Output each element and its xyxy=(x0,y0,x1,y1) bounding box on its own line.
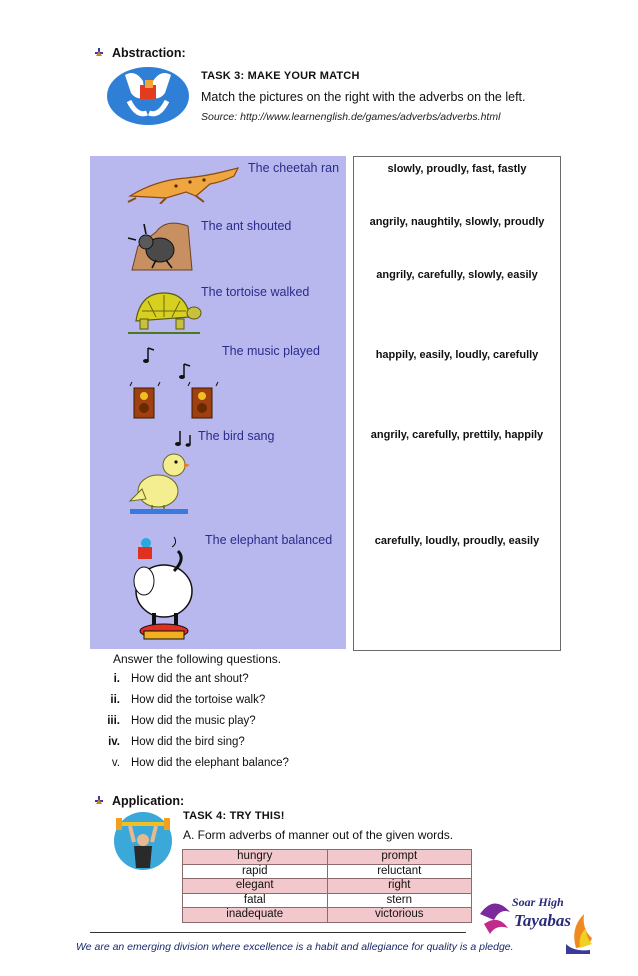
ant-icon xyxy=(126,216,198,274)
bullet-icon xyxy=(93,795,105,807)
footer-motto: We are an emerging division where excellence is a habit and allegiance for quality is a pledge. xyxy=(76,941,514,953)
table-cell: hungry xyxy=(183,850,328,865)
picture-label-music: The music played xyxy=(222,344,320,358)
questions-intro: Answer the following questions. xyxy=(113,652,282,666)
task3-instruction: Match the pictures on the right with the adverbs on the left. xyxy=(201,90,526,104)
bullet-icon xyxy=(93,47,105,59)
adverb-set-1: slowly, proudly, fast, fastly xyxy=(387,163,527,175)
speakers-icon xyxy=(128,346,224,422)
adverb-set-6: carefully, loudly, proudly, easily xyxy=(374,535,540,547)
task3-title: TASK 3: MAKE YOUR MATCH xyxy=(201,70,360,82)
question-number: v. xyxy=(111,757,120,769)
table-cell: right xyxy=(327,879,472,894)
table-cell: elegant xyxy=(183,879,328,894)
task4-title: TASK 4: TRY THIS! xyxy=(183,810,285,822)
table-cell: prompt xyxy=(327,850,472,865)
question-text: How did the ant shout? xyxy=(131,673,249,685)
cheetah-icon xyxy=(126,162,244,204)
adverb-set-3: angrily, carefully, slowly, easily xyxy=(376,269,538,281)
adverb-set-5: angrily, carefully, prettily, happily xyxy=(370,429,544,441)
abstraction-heading: Abstraction: xyxy=(112,46,186,60)
table-row xyxy=(183,893,472,908)
words-table xyxy=(182,849,472,923)
question-text: How did the tortoise walk? xyxy=(131,694,266,706)
logo-line1: Soar High xyxy=(512,895,564,909)
logo-line2: Tayabas xyxy=(514,911,571,930)
question-number: iii. xyxy=(107,715,120,727)
question-text: How did the bird sing? xyxy=(131,736,245,748)
tortoise-icon xyxy=(126,287,202,335)
picture-label-cheetah: The cheetah ran xyxy=(248,161,340,175)
question-number: i. xyxy=(113,673,120,685)
picture-label-bird: The bird sang xyxy=(198,429,275,443)
elephant-icon xyxy=(124,533,204,645)
task3-source: Source: http://www.learnenglish.de/games/adverbs/adverbs.html xyxy=(201,111,501,123)
table-row xyxy=(183,908,472,923)
picture-label-elephant: The elephant balanced xyxy=(205,533,333,547)
question-number: iv. xyxy=(108,736,120,748)
hands-puzzle-icon xyxy=(107,67,189,125)
question-number: ii. xyxy=(110,694,120,706)
picture-label-tortoise: The tortoise walked xyxy=(201,285,310,299)
table-cell: rapid xyxy=(183,864,328,879)
adverb-set-4: happily, easily, loudly, carefully xyxy=(375,349,539,361)
adverbs-box xyxy=(353,156,561,651)
question-text: How did the music play? xyxy=(131,715,256,727)
table-cell: victorious xyxy=(327,908,472,923)
table-row xyxy=(183,850,472,865)
table-cell: reluctant xyxy=(327,864,472,879)
task4-instruction: A. Form adverbs of manner out of the given words. xyxy=(183,828,454,842)
table-cell: stern xyxy=(327,893,472,908)
table-row xyxy=(183,879,472,894)
weightlifter-icon xyxy=(114,812,172,870)
table-cell: fatal xyxy=(183,893,328,908)
bird-icon xyxy=(128,445,192,517)
picture-label-ant: The ant shouted xyxy=(201,219,292,233)
application-heading: Application: xyxy=(112,794,185,808)
table-cell: inadequate xyxy=(183,908,328,923)
question-text: How did the elephant balance? xyxy=(131,757,289,769)
adverb-set-2: angrily, naughtily, slowly, proudly xyxy=(369,216,545,228)
table-row xyxy=(183,864,472,879)
footer-divider xyxy=(90,932,466,933)
